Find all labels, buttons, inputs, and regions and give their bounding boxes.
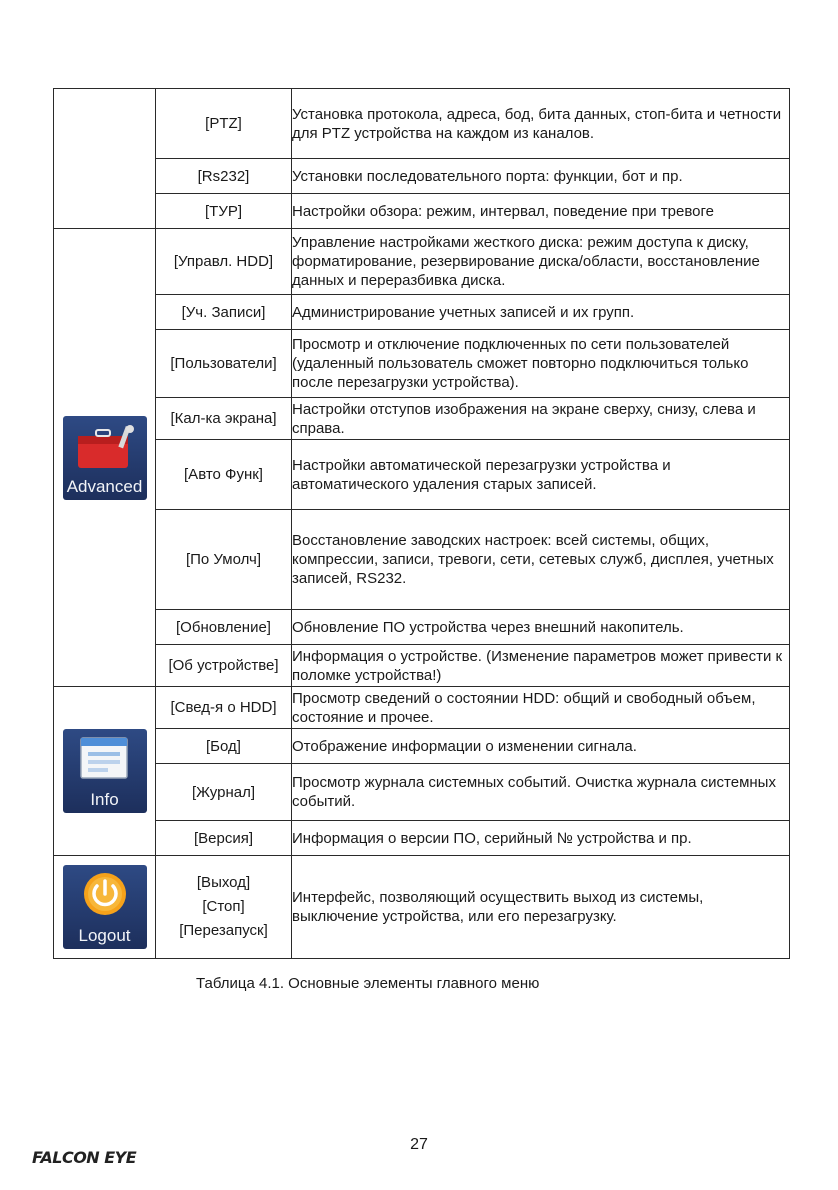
- menu-item-desc: Информация о устройстве. (Изменение параметров может привести к поломке устройства!): [292, 645, 790, 687]
- menu-item-baud: [Бод]: [156, 729, 292, 764]
- menu-item-exit: [Выход]: [196, 874, 251, 891]
- menu-item-log: [Журнал]: [156, 764, 292, 821]
- menu-item-accounts: [Уч. Записи]: [156, 295, 292, 330]
- menu-item-desc: Настройки отступов изображения на экране сверху, снизу, слева и справа.: [292, 398, 790, 440]
- menu-item-hdd-info: [Свед-я о HDD]: [156, 687, 292, 729]
- main-menu-table: [53, 88, 790, 959]
- toolbox-icon: [72, 424, 138, 474]
- menu-item-desc: Отображение информации о изменении сигнала.: [292, 729, 790, 764]
- brand-logo: FALCON EYE: [32, 1148, 137, 1167]
- table-row: [54, 229, 790, 295]
- menu-item-desc: Просмотр сведений о состоянии HDD: общий и свободный объем, состояние и прочее.: [292, 687, 790, 729]
- menu-item-desc: Просмотр журнала системных событий. Очистка журнала системных событий.: [292, 764, 790, 821]
- section-label: Advanced: [66, 476, 143, 496]
- section-label: Info: [90, 790, 119, 809]
- menu-item-desc: Установки последовательного порта: функции, бот и пр.: [292, 159, 790, 194]
- menu-item-users: [Пользователи]: [156, 330, 292, 398]
- table-row: [54, 687, 790, 729]
- menu-item-auto-func: [Авто Функ]: [156, 440, 292, 510]
- menu-item-desc: Настройки автоматической перезагрузки устройства и автоматического удаления старых записей.: [292, 440, 790, 510]
- logout-tile: [63, 865, 147, 949]
- menu-item-defaults: [По Умолч]: [156, 510, 292, 610]
- info-tile: [63, 729, 147, 813]
- menu-item-desc: Восстановление заводских настроек: всей системы, общих, компрессии, записи, тревоги, сети, сетевых служб, дисплея, учетных записей, RS232.: [292, 510, 790, 610]
- menu-item-desc: Настройки обзора: режим, интервал, поведение при тревоге: [292, 194, 790, 229]
- section-label: Logout: [78, 926, 131, 945]
- menu-item-update: [Обновление]: [156, 610, 292, 645]
- menu-item-desc: Интерфейс, позволяющий осуществить выход из системы, выключение устройства, или его перезагрузку.: [292, 856, 790, 959]
- table-row: [54, 610, 790, 645]
- menu-item-about: [Об устройстве]: [156, 645, 292, 687]
- menu-item-desc: Администрирование учетных записей и их групп.: [292, 295, 790, 330]
- table-row: [54, 295, 790, 330]
- table-caption: Таблица 4.1. Основные элементы главного меню: [196, 975, 540, 992]
- menu-item-desc: Обновление ПО устройства через внешний накопитель.: [292, 610, 790, 645]
- menu-item-desc: Установка протокола, адреса, бод, бита данных, стоп-бита и четности для PTZ устройства на каждом из каналов.: [292, 89, 790, 159]
- menu-item-stop: [Стоп]: [202, 898, 245, 915]
- table-row: [54, 398, 790, 440]
- table-row: [54, 159, 790, 194]
- section-cell-ptz: [54, 89, 156, 229]
- table-row: [54, 330, 790, 398]
- window-info-icon: [78, 735, 132, 787]
- section-cell-advanced: [54, 229, 156, 687]
- table-row: [54, 856, 790, 959]
- menu-item-tour: [ТУР]: [156, 194, 292, 229]
- section-cell-info: [54, 687, 156, 856]
- menu-item-rs232: [Rs232]: [156, 159, 292, 194]
- power-icon: [80, 869, 130, 921]
- table-row: [54, 764, 790, 821]
- advanced-tile: [63, 416, 147, 500]
- table-row: [54, 729, 790, 764]
- table-row: [54, 89, 790, 159]
- table-row: [54, 645, 790, 687]
- menu-item-restart: [Перезапуск]: [179, 922, 268, 939]
- table-row: [54, 194, 790, 229]
- section-cell-logout: [54, 856, 156, 959]
- menu-item-logout-group: [156, 856, 292, 959]
- table-row: [54, 821, 790, 856]
- table-row: [54, 510, 790, 610]
- menu-item-desc: Просмотр и отключение подключенных по сети пользователей (удаленный пользователь сможет повторно подключиться только после перезагрузки устройства).: [292, 330, 790, 398]
- menu-item-desc: Управление настройками жесткого диска: режим доступа к диску, форматирование, резервирование диска/области, восстановление данных и переразбивка диска.: [292, 229, 790, 295]
- menu-item-ptz: [PTZ]: [156, 89, 292, 159]
- menu-item-screen-cal: [Кал-ка экрана]: [156, 398, 292, 440]
- menu-item-hdd-manage: [Управл. HDD]: [156, 229, 292, 295]
- table-row: [54, 440, 790, 510]
- page-number: 27: [410, 1136, 428, 1153]
- menu-item-version: [Версия]: [156, 821, 292, 856]
- menu-item-desc: Информация о версии ПО, серийный № устройства и пр.: [292, 821, 790, 856]
